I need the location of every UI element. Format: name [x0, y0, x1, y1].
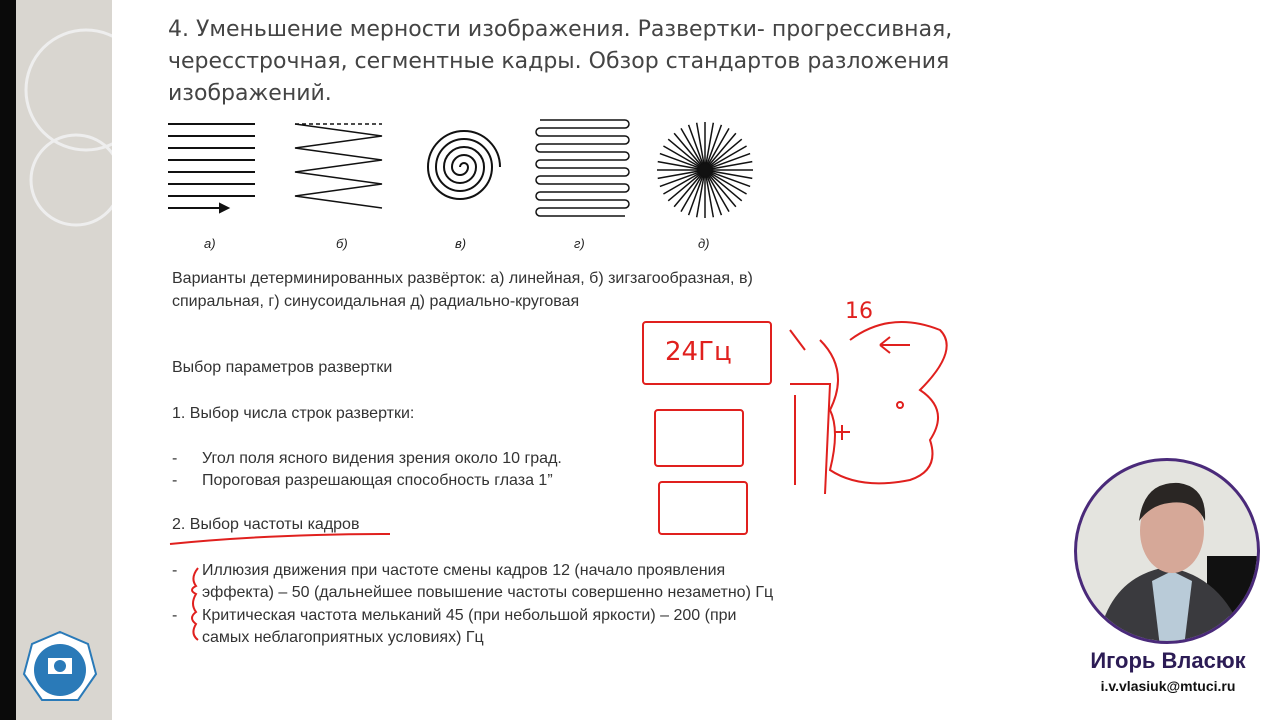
bullet-marker: -	[172, 450, 178, 467]
figure-caption-line1: Варианты детерминированных развёрток: а) линейная, б) зигзагообразная, в)	[172, 270, 753, 287]
item2-bullet-line1: Критическая частота мельканий 45 (при небольшой яркости) – 200 (при	[202, 607, 737, 624]
item2-heading: 2. Выбор частоты кадров	[172, 516, 360, 533]
handwritten-note: 16	[845, 299, 873, 324]
item2-bullet-line2: самых неблагоприятных условиях) Гц	[202, 629, 484, 646]
figure-caption-line2: спиральная, г) синусоидальная д) радиально-круговая	[172, 293, 580, 310]
caption-b: б)	[336, 236, 348, 251]
section-heading: Выбор параметров развертки	[172, 359, 393, 376]
bullet-marker: -	[172, 607, 178, 624]
item1-bullet: Пороговая разрешающая способность глаза 1”	[202, 472, 553, 489]
bullet-marker: -	[172, 472, 178, 489]
handwritten-box-label: 24Гц	[665, 337, 732, 367]
presenter-video	[1074, 458, 1260, 644]
caption-g: г)	[574, 236, 585, 251]
slide-title: 4. Уменьшение мерности изображения. Развертки- прогрессивная, чересстрочная, сегментные кадры. Обзор стандартов разложения изображений.	[168, 17, 953, 106]
caption-d: д)	[698, 236, 710, 251]
bullet-marker: -	[172, 562, 178, 579]
caption-a: а)	[204, 236, 216, 251]
university-logo	[22, 630, 98, 706]
item2-bullet-line1: Иллюзия движения при частоте смены кадров 12 (начало проявления	[202, 562, 726, 579]
caption-v: в)	[455, 236, 467, 251]
presenter-name: Игорь Власюк	[1090, 648, 1246, 673]
item1-heading: 1. Выбор числа строк развертки:	[172, 405, 415, 422]
item2-bullet-line2: эффекта) – 50 (дальнейшее повышение частоты совершенно незаметно) Гц	[202, 584, 774, 601]
item1-bullet: Угол поля ясного видения зрения около 10 град.	[202, 450, 562, 467]
presenter-email: i.v.vlasiuk@mtuci.ru	[1100, 678, 1236, 694]
